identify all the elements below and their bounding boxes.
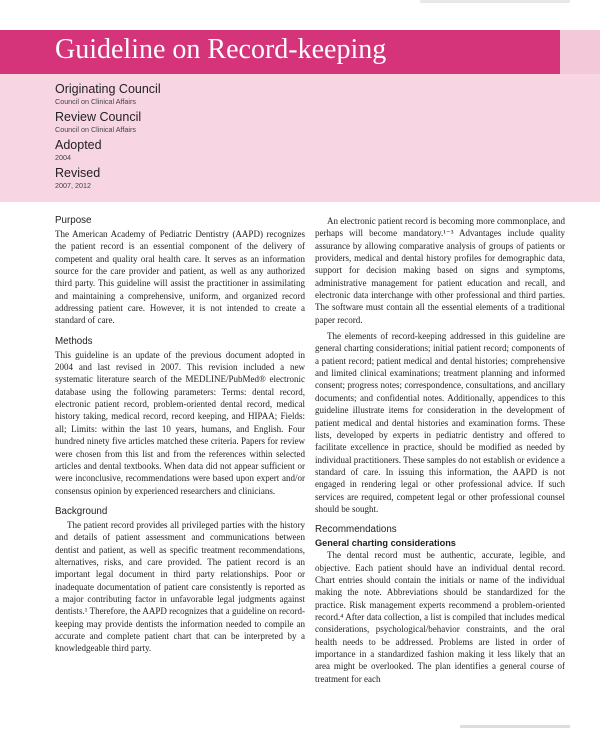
title-banner-accent <box>560 30 600 74</box>
page-title: Guideline on Record-keeping <box>55 34 387 65</box>
top-margin <box>0 0 600 30</box>
meta-adopted <box>55 138 161 163</box>
purpose-heading: Purpose <box>55 215 92 226</box>
right-column <box>315 215 565 694</box>
electronic-record-paragraph: An electronic patient record is becoming more commonplace, and perhaps will become mandatory.¹⁻³ Advantages include quality assurance by allowing comparative analysis of groups of patients or providers, medical and dental history profiles for demographic data, support for decision making based on signs and symptoms, administrative management for patient education and recall, and electronic data interchange with other professional and third parties. The software must contain all the essential elements of a traditional paper record. <box>315 216 565 325</box>
meta-value: 2004 <box>55 153 71 162</box>
meta-value: Council on Clinical Affairs <box>55 125 136 134</box>
meta-value: 2007, 2012 <box>55 181 91 190</box>
meta-revised <box>55 166 161 191</box>
meta-label: Adopted <box>55 138 102 152</box>
general-charting-heading: General charting considerations <box>315 538 456 549</box>
background-heading: Background <box>55 505 108 517</box>
left-column <box>55 215 305 664</box>
methods-heading: Methods <box>55 335 93 347</box>
meta-label: Revised <box>55 166 101 180</box>
recommendations-heading: Recommendations <box>315 524 397 536</box>
running-footer-mark <box>460 725 570 728</box>
purpose-paragraph: The American Academy of Pediatric Dentistry (AAPD) recognizes the patient record is an essential component of the delivery of competent and quality oral health care. It serves as an information source for the care provider and patient, as well as any authorized third party. This guideline will assist the practitioner in assimilating and maintaining a comprehensive, uniform, and organized record addressing patient care. However, it is not intended to create a standard of care. <box>55 229 305 326</box>
elements-paragraph: The elements of record-keeping addressed in this guideline are general charting considerations; initial patient record; components of a patient record; patient medical and dental histories; comprehensive and limited clinical examinations; treatment planning and informed consent; progress notes; correspondence, consultations, and ancillary documents; and confidential notes. Additionally, appendices to this guideline illustrate items for consideration in the development of patient medical and dental histories and examination forms. These lists, developed by experts in pediatric dentistry and offered to facilitate excellence in practice, should be modified as needed by individual practitioners. These samples do not establish or evidence a standard of care. In issuing this information, the AAPD is not engaged in rendering legal or other professional advice. If such services are required, competent legal or other professional counsel should be sought. <box>315 331 565 514</box>
meta-value: Council on Clinical Affairs <box>55 97 136 106</box>
meta-label: Review Council <box>55 110 142 124</box>
metadata-list <box>55 82 161 194</box>
general-charting-paragraph: The dental record must be authentic, accurate, legible, and objective. Each patient should have an individual dental record. Chart entries should contain the initials or name of the individual making the note. Abbreviations should be standardized for the practice. Risk management experts recommend a problem-oriented record.⁴ After data collection, a list is compiled that includes medical considerations, psychological/behavior constraints, and the oral health needs to be addressed. Problems are listed in order of importance in a standardized fashion making it less likely that an area might be overlooked. The plan identifies a general course of treatment for each <box>315 550 565 684</box>
meta-originating-council <box>55 82 161 107</box>
background-paragraph: The patient record provides all privileged parties with the history and details of patient assessment and communications between dentist and patient, as well as specific treatment recommendations, alternatives, risks, and care provided. The patient record is an important legal document in third party relationships. Poor or inadequate documentation of patient care consistently is reported as a major contributing factor in unfavorable legal judgments against dentists.¹ Therefore, the AAPD recognizes that a guideline on record-keeping may provide dentists the information needed to compile an accurate and complete patient chart that can be interpreted by a knowledgeable third party. <box>55 519 305 654</box>
running-header-mark <box>420 0 570 3</box>
meta-review-council <box>55 110 161 135</box>
meta-label: Originating Council <box>55 82 161 96</box>
methods-paragraph: This guideline is an update of the previous document adopted in 2004 and last revised in 2007. This revision included a new systematic literature search of the MEDLINE/PubMed® electronic database using the following parameters: Terms: dental record, electronic patient record, problem-oriented dental record, medical history taking, medical record, record keeping, and HIPAA; Fields: all; Limits: within the last 10 years, humans, and English. Four hundred ninety five articles matched these criteria. Papers for review were chosen from this list and from the references within selected articles and dental textbooks. When data did not appear sufficient or were inconclusive, recommendations were based upon expert and/or consensus opinion by experienced researchers and clinicians. <box>55 349 305 496</box>
